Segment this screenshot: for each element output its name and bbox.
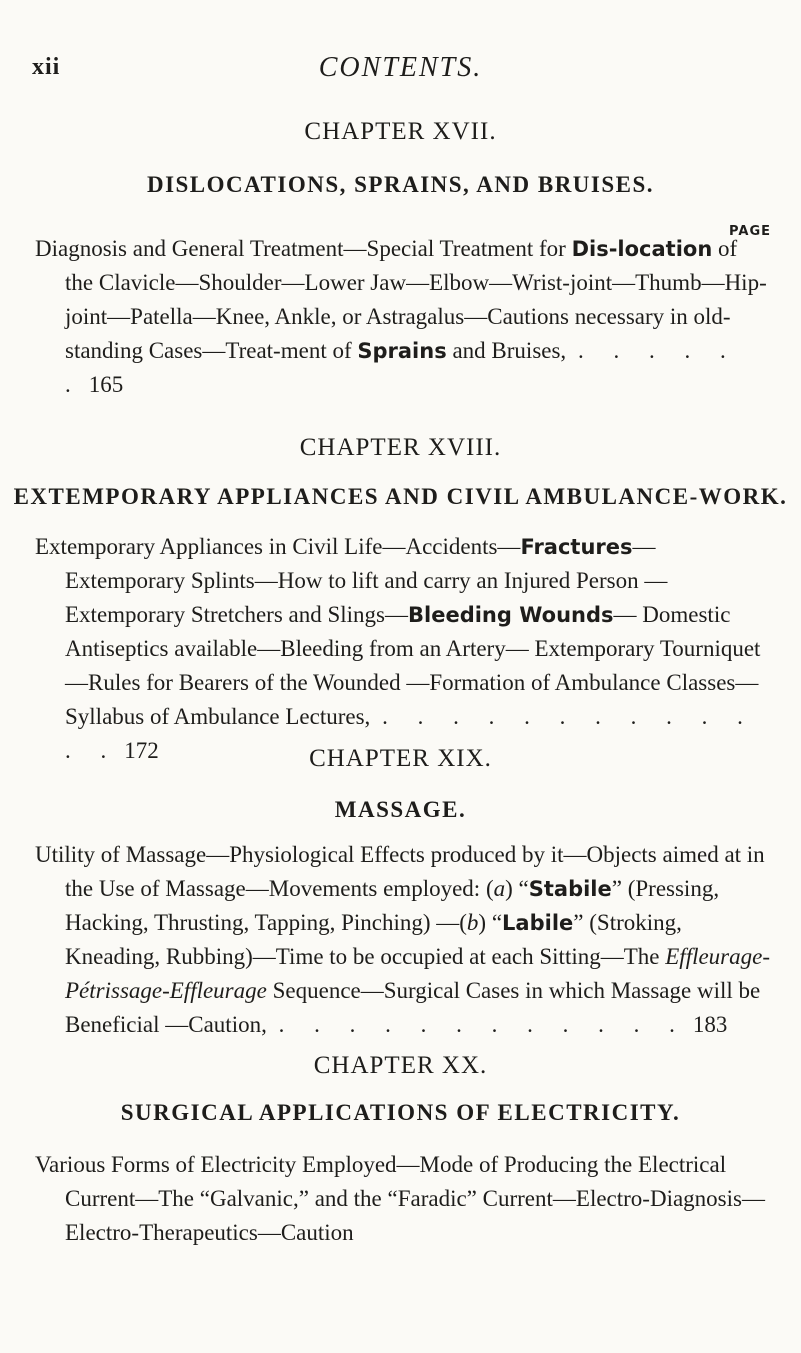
chapter-19-heading	[0, 745, 801, 827]
chapter-number: CHAPTER XVIII.	[299, 434, 502, 461]
chapter-20-heading	[0, 1052, 801, 1130]
page-ref: 183	[692, 1012, 728, 1037]
chapter-17-contents: Diagnosis and General Treatment—Special Treatment for Dis-location of the Clavicle—Shoulder—Lower Jaw—Elbow—Wrist-joint—Thumb—Hip-joint—Patella—Knee, Ankle, or Astragalus—Cautions necessary in old-standing Cases—Treat-ment of Sprains and Bruises, . . . . . . 165	[35, 236, 767, 397]
chapter-number: CHAPTER XX.	[313, 1052, 488, 1079]
chapter-number: CHAPTER XVII.	[304, 118, 497, 145]
page-ref: 165	[88, 372, 124, 397]
page-ref: 172	[124, 738, 159, 763]
chapter-20-contents: Various Forms of Electricity Employed—Mode of Producing the Electrical Current—The “Galvanic,” and the “Faradic” Current—Electro-Diagnosis—Electro-Therapeutics—Caution	[35, 1152, 765, 1245]
chapter-title: DISLOCATIONS, SPRAINS, AND BRUISES.	[146, 172, 655, 197]
chapter-18-contents: Extemporary Appliances in Civil Life—Accidents—Fractures— Extemporary Splints—How to lift and carry an Injured Person —Extemporary Stretchers and Slings—Bleeding Wounds— Domestic Antiseptics available—Bleeding from an Artery— Extemporary Tourniquet—Rules for Bearers of the Wounded —Formation of Ambulance Classes—Syllabus of Ambulance Lectures, . . . . . . . . . . . . . 172	[35, 534, 761, 763]
chapter-number: CHAPTER XIX.	[309, 745, 492, 772]
chapter-title: EXTEMPORARY APPLIANCES AND CIVIL AMBULANCE-WORK.	[13, 484, 788, 509]
chapter-title: MASSAGE.	[334, 797, 467, 822]
running-title: CONTENTS.	[318, 52, 483, 83]
chapter-17-heading	[0, 118, 801, 202]
page-number: xii	[32, 54, 61, 80]
chapter-18-heading	[0, 434, 801, 514]
chapter-19-contents: Utility of Massage—Physiological Effects produced by it—Objects aimed at in the Use of Massage—Movements employed: (a) “Stabile” (Pressing, Hacking, Thrusting, Tapping, Pinching) —(b) “Labile” (Stroking, Kneading, Rubbing)—Time to be occupied at each Sitting—The Effleurage-Pétrissage-Effleurage Sequence—Surgical Cases in which Massage will be Beneficial —Caution, . . . . . . . . . . . . 183	[35, 842, 770, 1037]
chapter-title: SURGICAL APPLICATIONS OF ELECTRICITY.	[120, 1100, 681, 1125]
page-header	[0, 48, 801, 88]
page-column-label: PAGE	[729, 224, 771, 239]
